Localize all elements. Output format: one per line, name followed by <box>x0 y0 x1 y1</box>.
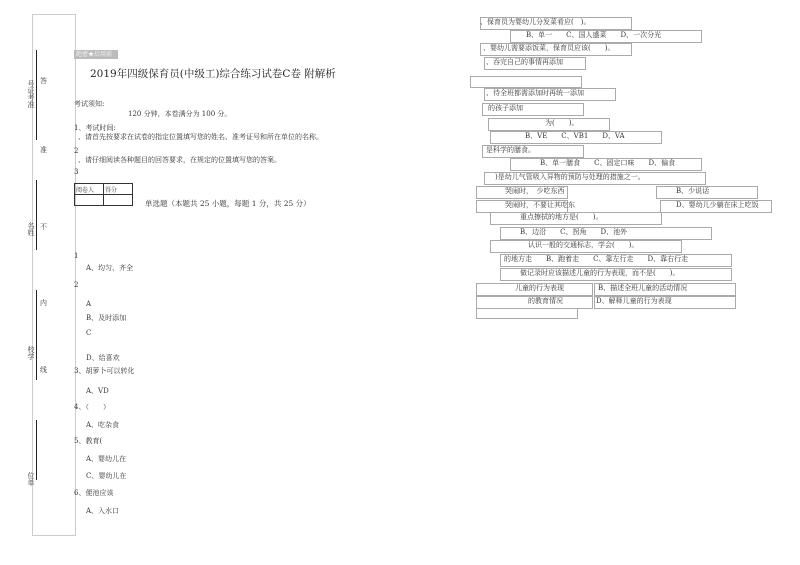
question-item: 6、便池应该 <box>74 489 114 497</box>
label-unit: 位单 <box>27 472 35 486</box>
score-cell[interactable] <box>75 195 104 206</box>
binding-line <box>36 290 37 380</box>
question-fragment: 做记录时应该描述儿童的行为表现，而不是( )。 <box>520 269 680 277</box>
label-name: 名姓 <box>27 222 35 236</box>
section-heading: 单选题（本题共 25 小题，每题 1 分，共 25 分） <box>145 199 311 208</box>
score-cell[interactable] <box>104 195 133 206</box>
option-fragment: 的地方走 B、跑着走 C、靠左行走 D、靠右行走 <box>504 255 689 263</box>
option-fragment: B、VE C、VB1 D、VA <box>525 132 625 140</box>
page-title: 2019年四级保育员(中级工)综合练习试卷C卷 附解析 <box>90 68 336 80</box>
option-fragment: 的孩子添加 <box>488 104 523 112</box>
option-item: A、均匀、齐全 <box>86 264 134 272</box>
binding-strip <box>32 14 79 536</box>
score-table-header-score: 得分 <box>104 184 133 195</box>
label-school: 校学 <box>27 346 35 360</box>
binding-char: 内 <box>40 299 47 307</box>
option-fragment: B、少说话 <box>676 187 710 195</box>
option-fragment: 儿童的行为表现 <box>515 284 564 292</box>
question-fragment: 、婴幼儿需要添饭菜，保育员应该( )。 <box>483 44 615 52</box>
score-table <box>74 183 133 206</box>
option-fragment: B、描述全班儿童的活动情况 <box>598 284 688 292</box>
question-item: 3、胡萝卜可以转化 <box>74 367 135 375</box>
score-table-header-grader: 阅卷人 <box>75 184 104 195</box>
option-item: B、及时添加 <box>86 314 127 322</box>
option-fragment: 的教育情况 <box>528 297 563 305</box>
option-fragment: D、婴幼儿少躺在床上吃饭 <box>676 201 759 209</box>
option-item: A、VD <box>86 387 109 395</box>
binding-line <box>36 420 37 480</box>
binding-char: 答 <box>40 77 47 85</box>
option-fragment: 、吞完自己的事情再添加 <box>486 58 563 66</box>
option-item: A、吃杂食 <box>86 421 120 429</box>
binding-line <box>36 50 37 140</box>
binding-char: 不 <box>40 223 47 231</box>
notice-item-3: 3 <box>74 168 79 176</box>
notice-item-2-text: 、请仔细阅读各种题目的回答要求，在规定的位置填写您的答案。 <box>78 156 281 164</box>
question-item: 2 <box>74 281 79 289</box>
confidential-badge: 绝密★启用前 <box>74 50 118 59</box>
question-fragment: 为( )。 <box>545 119 579 127</box>
question-item: 5、教育( <box>74 437 103 445</box>
question-fragment: 是科学的膳食。 <box>486 146 535 154</box>
option-fragment: D、解释儿童的行为表现 <box>596 297 672 305</box>
option-fragment: B、边沿 C、拐角 D、池外 <box>520 228 628 236</box>
notice-item-1: 1、考试时间: <box>74 124 116 132</box>
answer-box <box>470 76 582 88</box>
option-item: D、给喜欢 <box>86 354 120 362</box>
option-fragment: 哭闹时，不要让其吃东 <box>505 201 575 209</box>
question-fragment: 、保育员为婴幼儿分发菜肴应( )。 <box>480 18 591 26</box>
option-item: C、婴幼儿在 <box>86 472 127 480</box>
label-exam-id: 号证考准 <box>27 80 35 108</box>
question-fragment: 认识一般的交通标志，学会( )。 <box>528 241 639 249</box>
question-item: 1 <box>74 252 79 260</box>
option-fragment: 哭闹时， 少吃东西 <box>505 187 565 195</box>
binding-line <box>36 180 37 250</box>
option-fragment: 、待全班都需添加时再统一添加 <box>486 89 584 97</box>
notice-heading: 考试须知: <box>74 100 105 108</box>
question-fragment: 重点擦拭的地方是( )。 <box>520 213 603 221</box>
option-item: A、婴幼儿在 <box>86 455 127 463</box>
answer-box <box>476 308 578 319</box>
option-item: A、入水口 <box>86 507 120 515</box>
option-item: A <box>86 300 92 308</box>
question-item: 4、（ ） <box>74 403 110 411</box>
option-item: C <box>86 329 92 337</box>
binding-char: 线 <box>40 366 47 374</box>
notice-item-1-text: 、请首先按要求在试卷的指定位置填写您的姓名、准考证号和所在单位的名称。 <box>78 133 323 141</box>
option-fragment: B、单一 C、国人盛菜 D、一次分光 <box>526 31 662 39</box>
notice-item-2: 2 <box>74 147 79 155</box>
binding-char: 准 <box>40 146 47 154</box>
option-fragment: B、单一膳食 C、固定口味 D、偏食 <box>540 159 676 167</box>
question-fragment: )是幼儿气管吸入异物的预防与处理的措施之一。 <box>495 173 645 181</box>
notice-time: 120 分钟，本卷满分为 100 分。 <box>128 110 232 118</box>
